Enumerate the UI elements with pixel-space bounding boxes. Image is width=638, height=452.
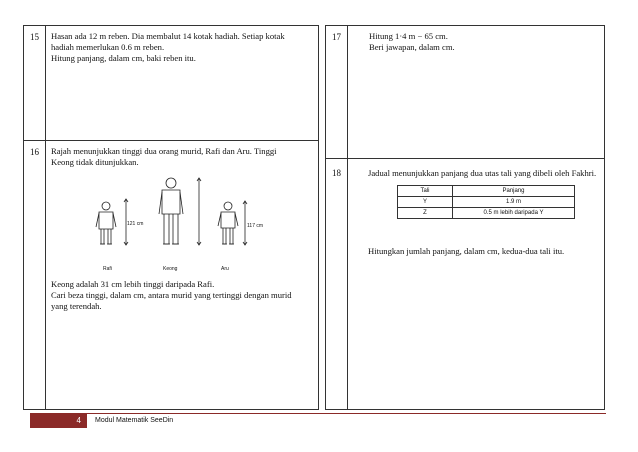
aru-name: Aru xyxy=(221,266,229,272)
figure-rafi xyxy=(96,202,116,244)
table-header: Panjang xyxy=(453,186,575,197)
question-text xyxy=(51,31,316,64)
text-line: Keong adalah 31 cm lebih tinggi daripada Rafi. xyxy=(51,279,215,289)
question-16-box xyxy=(23,140,319,410)
question-intro xyxy=(51,146,316,168)
text-line: Hitung 1·4 m − 65 cm. xyxy=(369,31,448,41)
question-number: 16 xyxy=(30,147,39,157)
question-17-box xyxy=(325,25,605,159)
text-line: Rajah menunjukkan tinggi dua orang murid, Rafi dan Aru. Tinggi xyxy=(51,146,277,156)
question-number: 15 xyxy=(30,32,39,42)
figure-keong xyxy=(159,178,183,244)
text-line: hadiah memerlukan 0.6 m reben. xyxy=(51,42,165,52)
rope-length-table xyxy=(397,185,575,219)
question-number: 17 xyxy=(332,32,341,42)
table-cell: Z xyxy=(398,208,453,219)
keong-name: Keong xyxy=(163,266,178,272)
question-text: Hitungkan jumlah panjang, dalam cm, kedua-dua tali itu. xyxy=(368,246,565,256)
question-body xyxy=(51,279,319,312)
question-text xyxy=(369,31,599,53)
question-intro: Jadual menunjukkan panjang dua utas tali yang dibeli oleh Fakhri. xyxy=(368,168,597,178)
rafi-name: Rafi xyxy=(103,266,112,272)
text-line: Keong tidak ditunjukkan. xyxy=(51,157,139,167)
text-line: Beri jawapan, dalam cm. xyxy=(369,42,455,52)
table-cell: 1.9 m xyxy=(453,197,575,208)
text-line: yang terendah. xyxy=(51,301,102,311)
question-18-box xyxy=(325,158,605,410)
rafi-height-label: 121 cm xyxy=(127,221,144,227)
table-cell: Y xyxy=(398,197,453,208)
text-line: Hasan ada 12 m reben. Dia membalut 14 kotak hadiah. Setiap kotak xyxy=(51,31,285,41)
table-cell: 0.5 m lebih daripada Y xyxy=(453,208,575,219)
question-number: 18 xyxy=(332,168,341,178)
text-line: Hitung panjang, dalam cm, baki reben itu. xyxy=(51,53,196,63)
question-15-box xyxy=(23,25,319,141)
footer-title: Modul Matematik SeeDin xyxy=(95,417,174,424)
table-header: Tali xyxy=(398,186,453,197)
page-number: 4 xyxy=(30,414,87,428)
text-line: Cari beza tinggi, dalam cm, antara murid yang tertinggi dengan murid xyxy=(51,290,292,300)
table-row xyxy=(398,197,575,208)
table-row xyxy=(398,208,575,219)
students-height-figure xyxy=(92,175,262,275)
aru-height-label: 117 cm xyxy=(247,223,264,229)
figure-aru xyxy=(218,202,238,244)
